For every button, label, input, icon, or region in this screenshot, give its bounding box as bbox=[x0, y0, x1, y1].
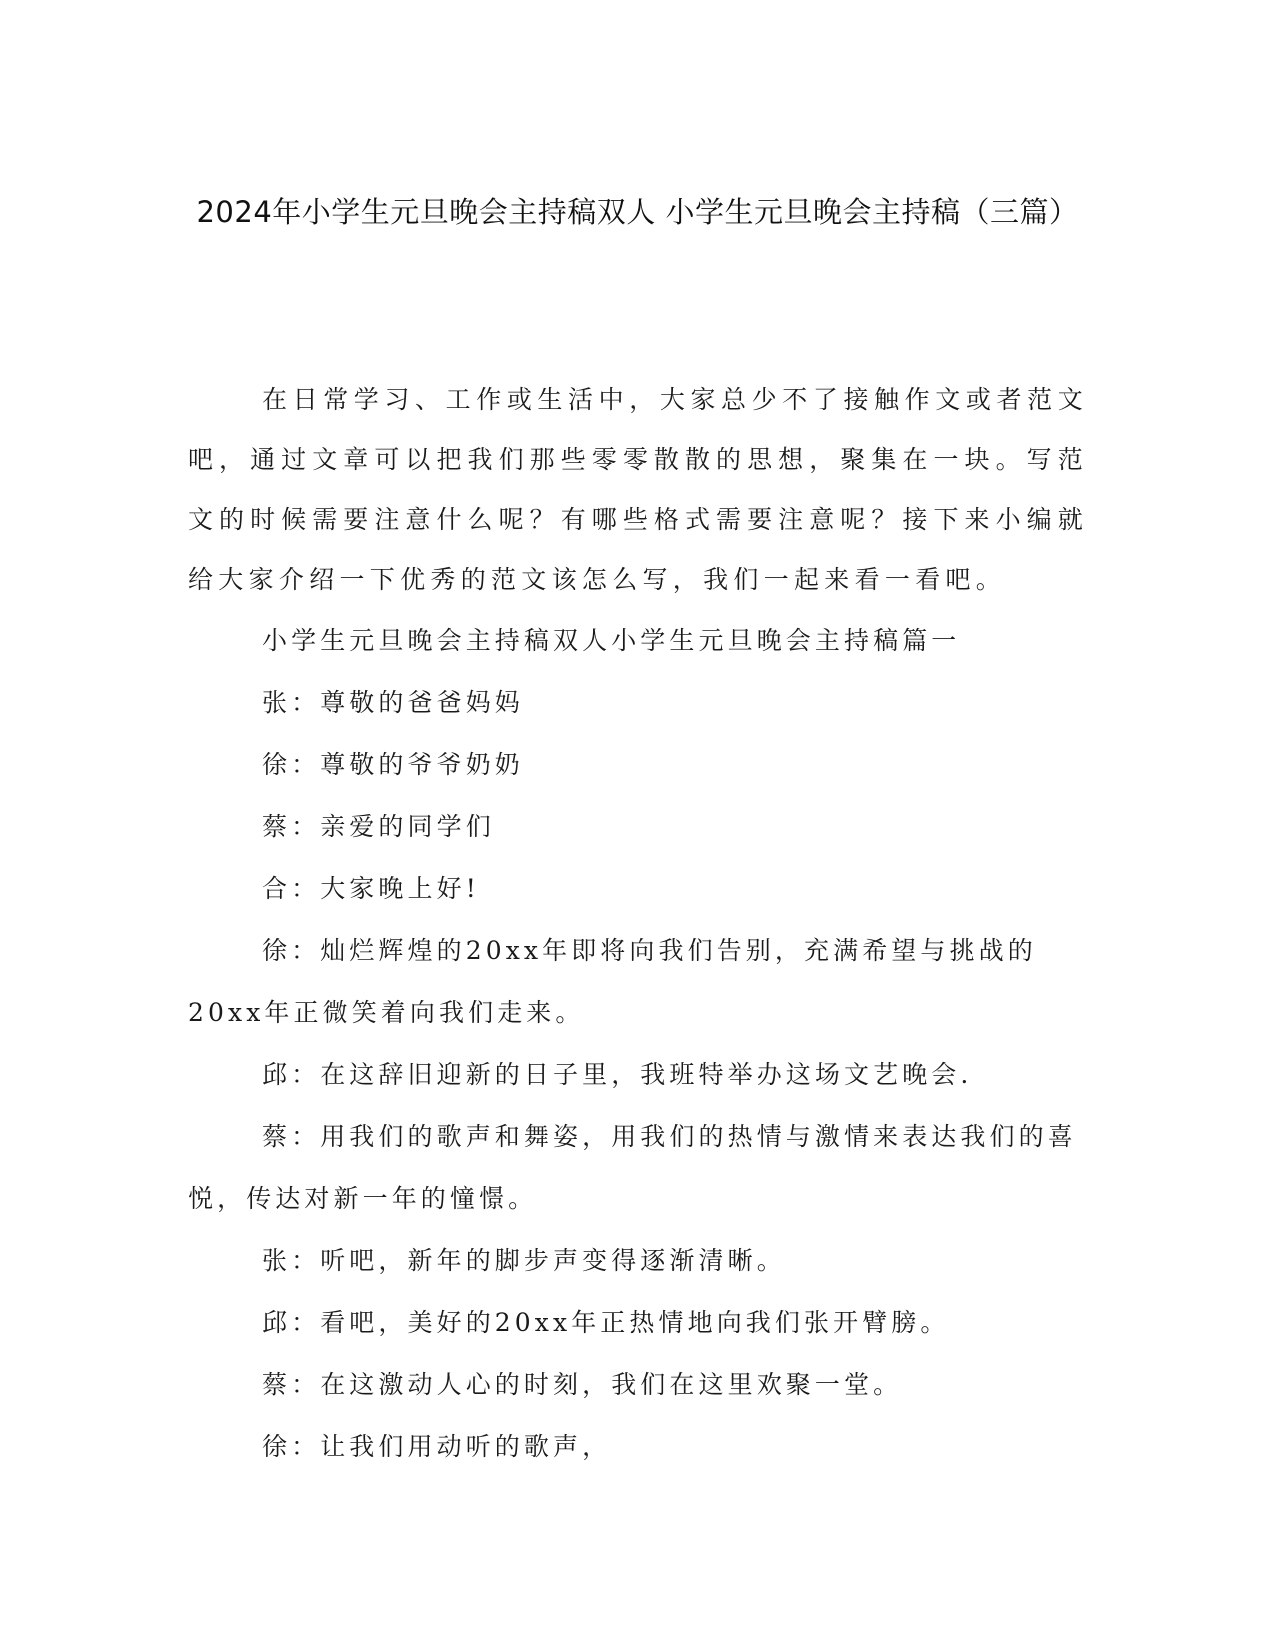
script-line: 张：尊敬的爸爸妈妈 bbox=[262, 688, 524, 717]
script-line: 张：听吧，新年的脚步声变得逐渐清晰。 bbox=[262, 1246, 786, 1275]
script-line: 徐：灿烂辉煌的20xx年即将向我们告别，充满希望与挑战的20xx年正微笑着向我们走来。 bbox=[188, 936, 1037, 1027]
section-heading: 小学生元旦晚会主持稿双人小学生元旦晚会主持稿篇一 bbox=[262, 626, 961, 655]
script-line: 徐：尊敬的爷爷奶奶 bbox=[262, 750, 524, 779]
script-line: 蔡：亲爱的同学们 bbox=[262, 812, 495, 841]
script-line: 合：大家晚上好! bbox=[262, 874, 480, 903]
script-line: 蔡：在这激动人心的时刻，我们在这里欢聚一堂。 bbox=[262, 1370, 903, 1399]
script-line: 蔡：用我们的歌声和舞姿，用我们的热情与激情来表达我们的喜悦，传达对新一年的憧憬。 bbox=[188, 1122, 1077, 1213]
intro-paragraph: 在日常学习、工作或生活中，大家总少不了接触作文或者范文吧，通过文章可以把我们那些零零散散的思想，聚集在一块。写范文的时候需要注意什么呢？有哪些格式需要注意呢？接下来小编就给大家介绍一下优秀的范文该怎么写，我们一起来看一看吧。 bbox=[188, 385, 1088, 594]
document-title: 2024年小学生元旦晚会主持稿双人 小学生元旦晚会主持稿（三篇） bbox=[196, 195, 1079, 229]
script-line: 徐：让我们用动听的歌声， bbox=[262, 1432, 612, 1461]
script-line: 邱：看吧，美好的20xx年正热情地向我们张开臂膀。 bbox=[262, 1308, 950, 1337]
document-body bbox=[188, 370, 1088, 1478]
script-line: 邱：在这辞旧迎新的日子里，我班特举办这场文艺晚会. bbox=[262, 1060, 973, 1089]
